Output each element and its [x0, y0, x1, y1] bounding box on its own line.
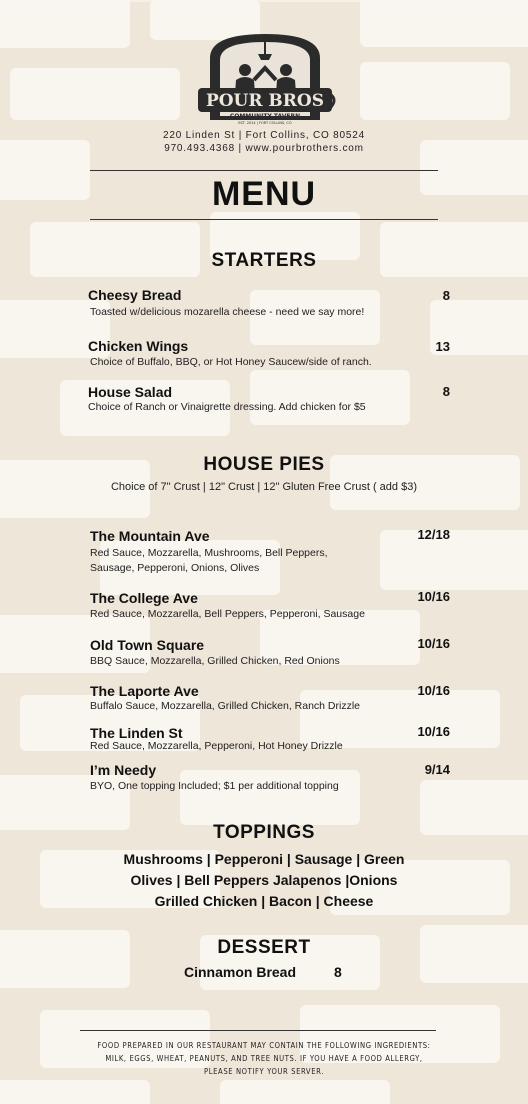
- menu-item-price: 10/16: [417, 683, 450, 698]
- menu-item-description: Red Sauce, Mozzarella, Bell Peppers, Pepperoni, Sausage: [90, 608, 365, 620]
- menu-item-price: 10/16: [417, 636, 450, 651]
- menu-item-name: House Salad: [88, 384, 173, 400]
- menu-item-price: 8: [442, 288, 450, 303]
- menu-item-description: Toasted w/delicious mozarella cheese - need we say more!: [90, 306, 365, 318]
- address-text: 220 Linden St | Fort Collins, CO 80524: [163, 130, 365, 141]
- menu-item-price: 9/14: [424, 762, 450, 777]
- menu-item-price: 13: [435, 339, 450, 354]
- menu-item-name: The College Ave: [90, 590, 198, 606]
- svg-text:COMMUNITY TAVERN: COMMUNITY TAVERN: [229, 113, 301, 120]
- menu-item-description: Choice of Buffalo, BBQ, or Hot Honey Saucew/side of ranch.: [90, 356, 372, 368]
- menu-item-price: 10/16: [417, 589, 450, 604]
- menu-item-description: Red Sauce, Mozzarella, Mushrooms, Bell Peppers,: [90, 547, 328, 559]
- toppings-list: Olives | Bell Peppers Jalapenos |Onions: [130, 872, 398, 888]
- pour-bros-logo: [190, 28, 340, 126]
- allergy-disclaimer-line: MILK, EGGS, WHEAT, PEANUTS, AND TREE NUTS. IF YOU HAVE A FOOD ALLERGY,: [105, 1054, 423, 1063]
- menu-item-price: 10/16: [417, 724, 450, 739]
- crust-options: Choice of 7" Crust | 12" Crust | 12" Gluten Free Crust ( add $3): [110, 481, 417, 493]
- divider-bottom: [80, 1030, 436, 1031]
- divider-menu: [90, 219, 438, 220]
- dessert-item-price: 8: [334, 964, 342, 980]
- menu-item-description: BBQ Sauce, Mozzarella, Grilled Chicken, Red Onions: [90, 655, 340, 667]
- menu-item-description: Red Sauce, Mozzarella, Pepperoni, Hot Honey Drizzle: [90, 740, 343, 752]
- toppings-list: Grilled Chicken | Bacon | Cheese: [154, 893, 374, 909]
- menu-item-price: 8: [442, 384, 450, 399]
- contact-text: 970.493.4368 | www.pourbrothers.com: [164, 143, 364, 154]
- dessert-title: DESSERT: [217, 937, 311, 958]
- menu-item-name: The Linden St: [90, 725, 183, 741]
- divider-top: [90, 170, 438, 171]
- allergy-disclaimer-line: FOOD PREPARED IN OUR RESTAURANT MAY CONTAIN THE FOLLOWING INGREDIENTS:: [97, 1041, 431, 1050]
- menu-item-name: The Mountain Ave: [90, 528, 210, 544]
- svg-text:POUR BROS: POUR BROS: [205, 91, 325, 111]
- menu-item-description: BYO, One topping Included; $1 per additional topping: [90, 780, 339, 792]
- toppings-list: Mushrooms | Pepperoni | Sausage | Green: [123, 851, 405, 867]
- menu-item-name: The Laporte Ave: [90, 683, 199, 699]
- menu-title: MENU: [211, 175, 317, 213]
- house-pies-title: HOUSE PIES: [203, 454, 325, 475]
- menu-item-name: I’m Needy: [90, 762, 157, 778]
- menu-item-name: Old Town Square: [90, 637, 205, 653]
- starters-title: STARTERS: [211, 250, 317, 271]
- menu-item-description: Buffalo Sauce, Mozzarella, Grilled Chicken, Ranch Drizzle: [90, 700, 361, 712]
- allergy-disclaimer-line: PLEASE NOTIFY YOUR SERVER.: [204, 1067, 324, 1076]
- menu-item-name: Cheesy Bread: [88, 287, 182, 303]
- menu-item-name: Chicken Wings: [88, 338, 189, 354]
- dessert-item-name: Cinnamon Bread: [184, 964, 297, 980]
- menu-item-price: 12/18: [417, 527, 450, 542]
- menu-item-description: Choice of Ranch or Vinaigrette dressing. Add chicken for $5: [88, 401, 366, 413]
- menu-item-description: Sausage, Pepperoni, Onions, Olives: [90, 562, 260, 574]
- toppings-title: TOPPINGS: [213, 822, 315, 843]
- svg-text:EST. 2014 | FORT COLLINS, CO: EST. 2014 | FORT COLLINS, CO: [238, 121, 292, 125]
